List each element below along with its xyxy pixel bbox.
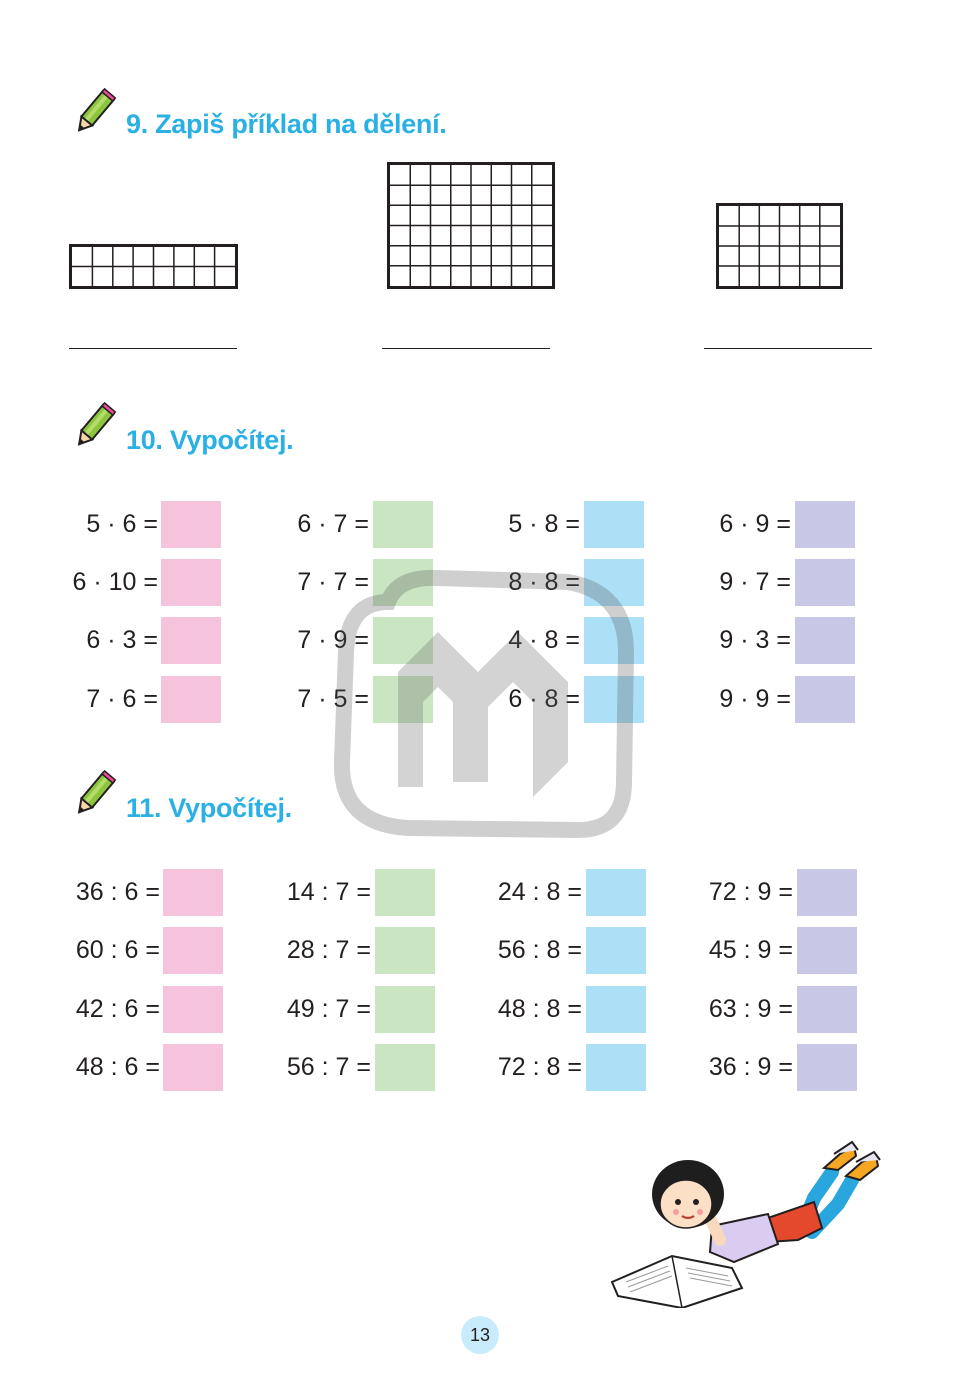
- ex11-expression: 28 : 7 =: [286, 936, 371, 964]
- answer-box[interactable]: [586, 869, 646, 916]
- ex11-expression: 48 : 8 =: [497, 995, 582, 1023]
- ex11-expression: 14 : 7 =: [286, 878, 371, 906]
- pencil-icon: [68, 770, 120, 822]
- ex10-expression: 7 · 6 =: [86, 685, 158, 713]
- answer-box[interactable]: [163, 986, 223, 1033]
- ex11-expression: 48 : 6 =: [75, 1053, 160, 1081]
- ex11-expression: 60 : 6 =: [75, 936, 160, 964]
- answer-box[interactable]: [373, 617, 433, 664]
- grid-rectangle-8x6: [387, 162, 555, 289]
- ex10-expression: 7 · 9 =: [297, 626, 369, 654]
- ex11-expression: 24 : 8 =: [497, 878, 582, 906]
- answer-box[interactable]: [795, 501, 855, 548]
- pencil-icon: [68, 402, 120, 454]
- ex11-expression: 45 : 9 =: [708, 936, 793, 964]
- answer-box[interactable]: [584, 617, 644, 664]
- ex11-expression: 56 : 7 =: [286, 1053, 371, 1081]
- ex11-expression: 63 : 9 =: [708, 995, 793, 1023]
- answer-box[interactable]: [797, 1044, 857, 1091]
- ex10-expression: 6 · 7 =: [297, 510, 369, 538]
- pencil-icon: [68, 88, 120, 140]
- ex10-expression: 6 · 3 =: [86, 626, 158, 654]
- answer-box[interactable]: [586, 927, 646, 974]
- answer-box[interactable]: [375, 986, 435, 1033]
- exercise-9-title: 9. Zapiš příklad na dělení.: [126, 109, 447, 139]
- page-number: 13: [461, 1316, 499, 1354]
- ex10-expression: 7 · 5 =: [297, 685, 369, 713]
- answer-box[interactable]: [586, 986, 646, 1033]
- grid-rectangle-8x2: [69, 244, 238, 289]
- answer-box[interactable]: [584, 559, 644, 606]
- answer-line-2[interactable]: [382, 348, 550, 349]
- answer-box[interactable]: [375, 927, 435, 974]
- answer-box[interactable]: [584, 501, 644, 548]
- answer-box[interactable]: [584, 676, 644, 723]
- answer-line-3[interactable]: [704, 348, 872, 349]
- answer-box[interactable]: [795, 676, 855, 723]
- ex10-expression: 9 · 7 =: [719, 568, 791, 596]
- ex10-expression: 5 · 8 =: [508, 510, 580, 538]
- answer-box[interactable]: [161, 559, 221, 606]
- answer-box[interactable]: [161, 676, 221, 723]
- ex10-expression: 6 · 8 =: [508, 685, 580, 713]
- ex10-expression: 5 · 6 =: [86, 510, 158, 538]
- answer-box[interactable]: [797, 869, 857, 916]
- ex10-expression: 6 · 9 =: [719, 510, 791, 538]
- ex10-expression: 7 · 7 =: [297, 568, 369, 596]
- ex11-expression: 72 : 9 =: [708, 878, 793, 906]
- answer-box[interactable]: [375, 869, 435, 916]
- exercise-11-title: 11. Vypočítej.: [126, 793, 292, 823]
- ex11-expression: 42 : 6 =: [75, 995, 160, 1023]
- answer-box[interactable]: [375, 1044, 435, 1091]
- ex11-expression: 36 : 9 =: [708, 1053, 793, 1081]
- ex10-expression: 9 · 9 =: [719, 685, 791, 713]
- girl-reading-illustration: [602, 1132, 884, 1308]
- ex11-expression: 72 : 8 =: [497, 1053, 582, 1081]
- answer-box[interactable]: [161, 617, 221, 664]
- answer-box[interactable]: [161, 501, 221, 548]
- answer-box[interactable]: [373, 501, 433, 548]
- answer-box[interactable]: [163, 1044, 223, 1091]
- answer-box[interactable]: [163, 927, 223, 974]
- ex11-expression: 49 : 7 =: [286, 995, 371, 1023]
- ex10-expression: 8 · 8 =: [508, 568, 580, 596]
- ex10-expression: 6 · 10 =: [72, 568, 158, 596]
- answer-box[interactable]: [373, 676, 433, 723]
- answer-box[interactable]: [795, 617, 855, 664]
- answer-box[interactable]: [797, 986, 857, 1033]
- answer-box[interactable]: [797, 927, 857, 974]
- answer-box[interactable]: [586, 1044, 646, 1091]
- exercise-10-title: 10. Vypočítej.: [126, 425, 294, 455]
- answer-box[interactable]: [795, 559, 855, 606]
- grid-rectangle-6x4: [716, 203, 843, 289]
- ex10-expression: 4 · 8 =: [508, 626, 580, 654]
- answer-box[interactable]: [163, 869, 223, 916]
- ex11-expression: 56 : 8 =: [497, 936, 582, 964]
- answer-line-1[interactable]: [69, 348, 237, 349]
- answer-box[interactable]: [373, 559, 433, 606]
- ex10-expression: 9 · 3 =: [719, 626, 791, 654]
- ex11-expression: 36 : 6 =: [75, 878, 160, 906]
